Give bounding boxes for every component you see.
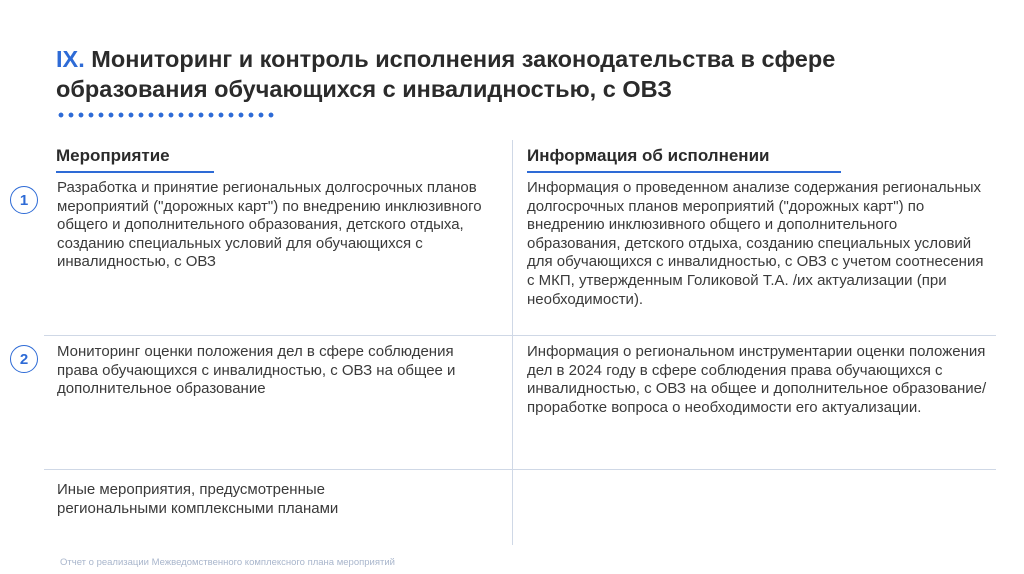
row-divider-1 <box>44 335 996 336</box>
section-number: IX. <box>56 46 85 72</box>
column-header-info: Информация об исполнении <box>527 146 841 173</box>
table-row-measure: Разработка и принятие региональных долгосрочных планов мероприятий ("дорожных карт") по внедрению инклюзивного общего и дополнительного образования, детского отдыха, созданию специальных условий для обучающихся с инвалидностью, с ОВЗ <box>57 179 482 271</box>
column-header-measure: Мероприятие <box>56 146 214 173</box>
row-divider-2 <box>44 469 996 470</box>
row-number-badge: 2 <box>10 345 38 373</box>
footer-text: Отчет о реализации Межведомственного комплексного плана мероприятий <box>60 557 395 568</box>
table-row-info: Информация о проведенном анализе содержания региональных долгосрочных планов мероприятий ("дорожных карт") по внедрению инклюзивного общего и дополнительного образования, детского отдыха, созданию специальных условий для обучающихся с инвалидностью, с ОВЗ с учетом соотнесения с МКП, утвержденным Голиковой Т.А. /их актуализации (при необходимости). <box>527 179 984 308</box>
title-text: Мониторинг и контроль исполнения законодательства в сфере образования обучающихся с инвалидностью, с ОВЗ <box>56 46 836 102</box>
column-divider <box>512 140 513 545</box>
dotted-divider <box>56 112 276 118</box>
row-number-badge: 1 <box>10 186 38 214</box>
table-row-measure: Мониторинг оценки положения дел в сфере соблюдения права обучающихся с инвалидностью, с ОВЗ на общее и дополнительное образование <box>57 343 456 398</box>
slide-title <box>56 44 986 104</box>
table-row-measure: Иные мероприятия, предусмотренные региональными комплексными планами <box>57 481 339 517</box>
table-row-info: Информация о региональном инструментарии оценки положения дел в 2024 году в сфере соблюдения права обучающихся с инвалидностью, с ОВЗ на общее и дополнительное образование/ проработке вопроса о необходимости его актуализации. <box>527 343 987 416</box>
